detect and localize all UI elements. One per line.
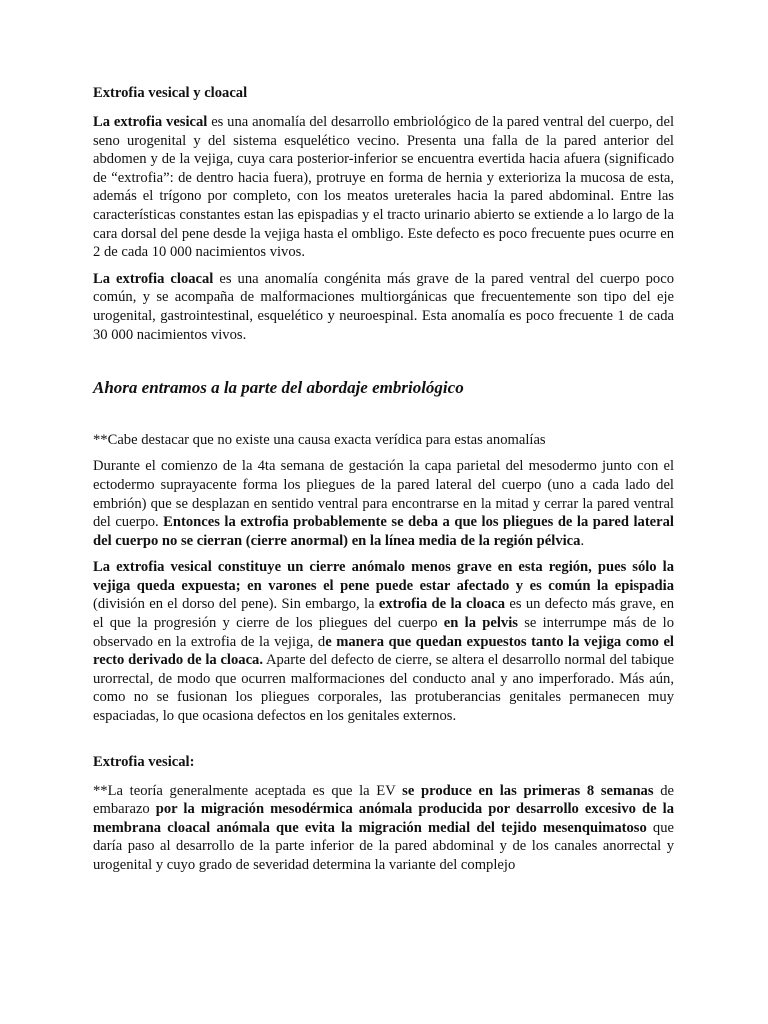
paragraph-text: que daría paso al desarrollo de la parte inferior de la pared abdominal y de los canales anorrectal y urogenital y cuyo grado de severidad determina la variante del complejo <box>93 819 674 873</box>
paragraph-text: se interrumpe más de lo observado en la extrofia de la vejiga, d <box>93 615 675 650</box>
heading-abordaje-embriologico: Ahora entramos a la parte del abordaje embriológico <box>93 378 464 398</box>
section-title-extrofia-vesical: Extrofia vesical: <box>93 753 195 770</box>
paragraph-text: de embarazo <box>93 782 674 818</box>
bold-text: por la migración mesodérmica anómala producida por desarrollo excesivo de la membrana cloacal anómala que evita la migración medial del tejido mesenquimatoso <box>93 801 674 836</box>
section-title-extrofia-vesical-y-cloacal: Extrofia vesical y cloacal <box>93 85 248 101</box>
bold-text: extrofia de la cloaca <box>378 596 506 613</box>
paragraph-extrofia-vesical <box>93 113 674 262</box>
bold-term: La extrofia vesical <box>93 114 208 130</box>
paragraph-text: (división en el dorso del pene). Sin embargo, la <box>93 596 379 613</box>
note-causa: **Cabe destacar que no existe una causa exacta verídica para estas anomalías <box>93 431 546 448</box>
bold-term: La extrofia cloacal <box>93 270 214 287</box>
paragraph-text: Aparte del defecto de cierre, se altera el desarrollo normal del tabique urorrectal, de modo que ocurren malformaciones del conducto anal y ano imperforado. Más aún, como no se fusionan los pliegues corporales, las protuberancias genitales permanecen muy espaciadas, lo que ocasiona defectos en los genitales externos. <box>93 652 674 725</box>
paragraph-cuarta-semana <box>93 457 674 550</box>
bold-text: Entonces la extrofia probablemente se deba a que los pliegues de la pared lateral del cuerpo no se cierran (cierre anormal) en la línea media de la región pélvica <box>93 514 674 549</box>
bold-text: e manera que quedan expuestos tanto la vejiga como el recto derivado de la cloaca. <box>93 633 674 669</box>
paragraph-text: . <box>580 532 585 549</box>
paragraph-text: Durante el comienzo de la 4ta semana de gestación la capa parietal del mesodermo junto con el ectodermo suprayacente forma los pliegues de la pared lateral del cuerpo (uno a cada lado del embrión) que se desplazan en sentido ventral para encontrarse en la mitad y cerrar la pared ventral del cuerpo. <box>93 458 674 531</box>
paragraph-teoria-ev <box>93 782 674 875</box>
paragraph-cierre-anomalo <box>93 558 674 725</box>
paragraph-text: es un defecto más grave, en el que la progresión y cierre de los pliegues del cuerpo <box>93 596 674 632</box>
bold-text: La extrofia vesical constituye un cierre anómalo menos grave en esta región, pues sólo la vejiga queda expuesta; en varones el pene puede estar afectado y es común la epispadia <box>93 559 674 594</box>
paragraph-extrofia-cloacal <box>93 270 674 344</box>
paragraph-text: **La teoría generalmente aceptada es que la EV <box>93 782 403 799</box>
document-page <box>93 84 674 875</box>
paragraph-text: es una anomalía congénita más grave de la pared ventral del cuerpo poco común, y se acompaña de malformaciones multiorgánicas que frecuentemente son tipo del eje urogenital, gastrointestinal, esquelético y neuroespinal. Esta anomalía es poco frecuente 1 de cada 30 000 nacimientos vivos. <box>93 270 674 343</box>
bold-text: en la pelvis <box>443 615 518 632</box>
paragraph-text: es una anomalía del desarrollo embriológico de la pared ventral del cuerpo, del seno urogenital y del sistema esquelético vecino. Presenta una falla de la pared anterior del abdomen y de la vejiga, cuya cara posterior-inferior se encuentra evertida hacia afuera (significado de “extrofia”: de dentro hacia fuera), protruye en forma de hernia y exterioriza la mucosa de esta, además el trígono por completo, con los meatos ureterales hacia la pared abdominal. Entre las características constantes estan las epispadias y el tracto urinario abierto se extiende a lo largo de la cara dorsal del pene desde la vejiga hasta el ombligo. Este defecto es poco frecuente pues ocurre en 2 de cada 10 000 nacimientos vivos. <box>93 114 674 261</box>
bold-text: se produce en las primeras 8 semanas <box>402 782 654 799</box>
